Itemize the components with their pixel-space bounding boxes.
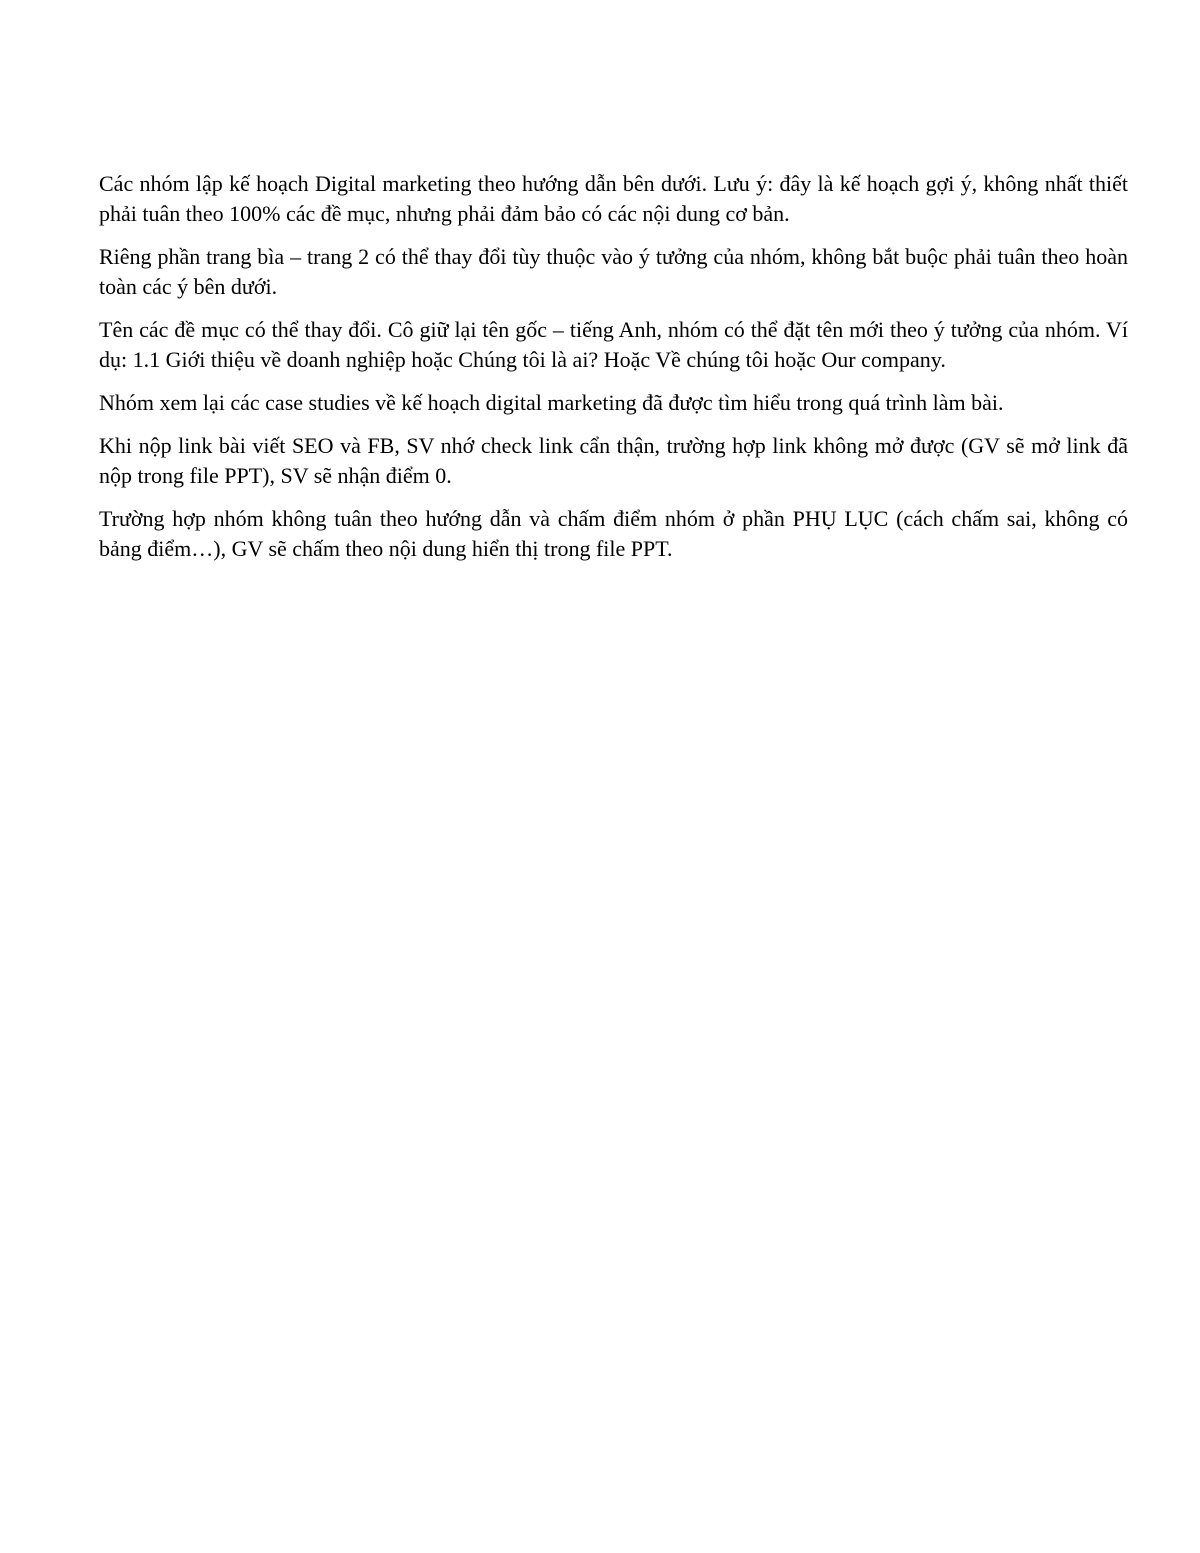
paragraph-case-studies: Nhóm xem lại các case studies về kế hoạch digital marketing đã được tìm hiểu trong quá trình làm bài.	[99, 390, 1004, 415]
paragraph-section-names: Tên các đề mục có thể thay đổi. Cô giữ lại tên gốc – tiếng Anh, nhóm có thể đặt tên mới theo ý tưởng của nhóm. Ví dụ: 1.1 Giới thiệu về doanh nghiệp hoặc Chúng tôi là ai? Hoặc Về chúng tôi hoặc Our company.	[99, 317, 1128, 372]
document-body	[99, 169, 1128, 577]
paragraph-link-submission: Khi nộp link bài viết SEO và FB, SV nhớ check link cẩn thận, trường hợp link không mở được (GV sẽ mở link đã nộp trong file PPT), SV sẽ nhận điểm 0.	[99, 433, 1128, 488]
paragraph-instructions-intro: Các nhóm lập kế hoạch Digital marketing theo hướng dẫn bên dưới. Lưu ý: đây là kế hoạch gợi ý, không nhất thiết phải tuân theo 100% các đề mục, nhưng phải đảm bảo có các nội dung cơ bản.	[99, 171, 1128, 226]
paragraph-grading-appendix: Trường hợp nhóm không tuân theo hướng dẫn và chấm điểm nhóm ở phần PHỤ LỤC (cách chấm sai, không có bảng điểm…), GV sẽ chấm theo nội dung hiển thị trong file PPT.	[99, 506, 1128, 561]
paragraph-cover-page: Riêng phần trang bìa – trang 2 có thể thay đổi tùy thuộc vào ý tưởng của nhóm, không bắt buộc phải tuân theo hoàn toàn các ý bên dưới.	[99, 244, 1128, 299]
